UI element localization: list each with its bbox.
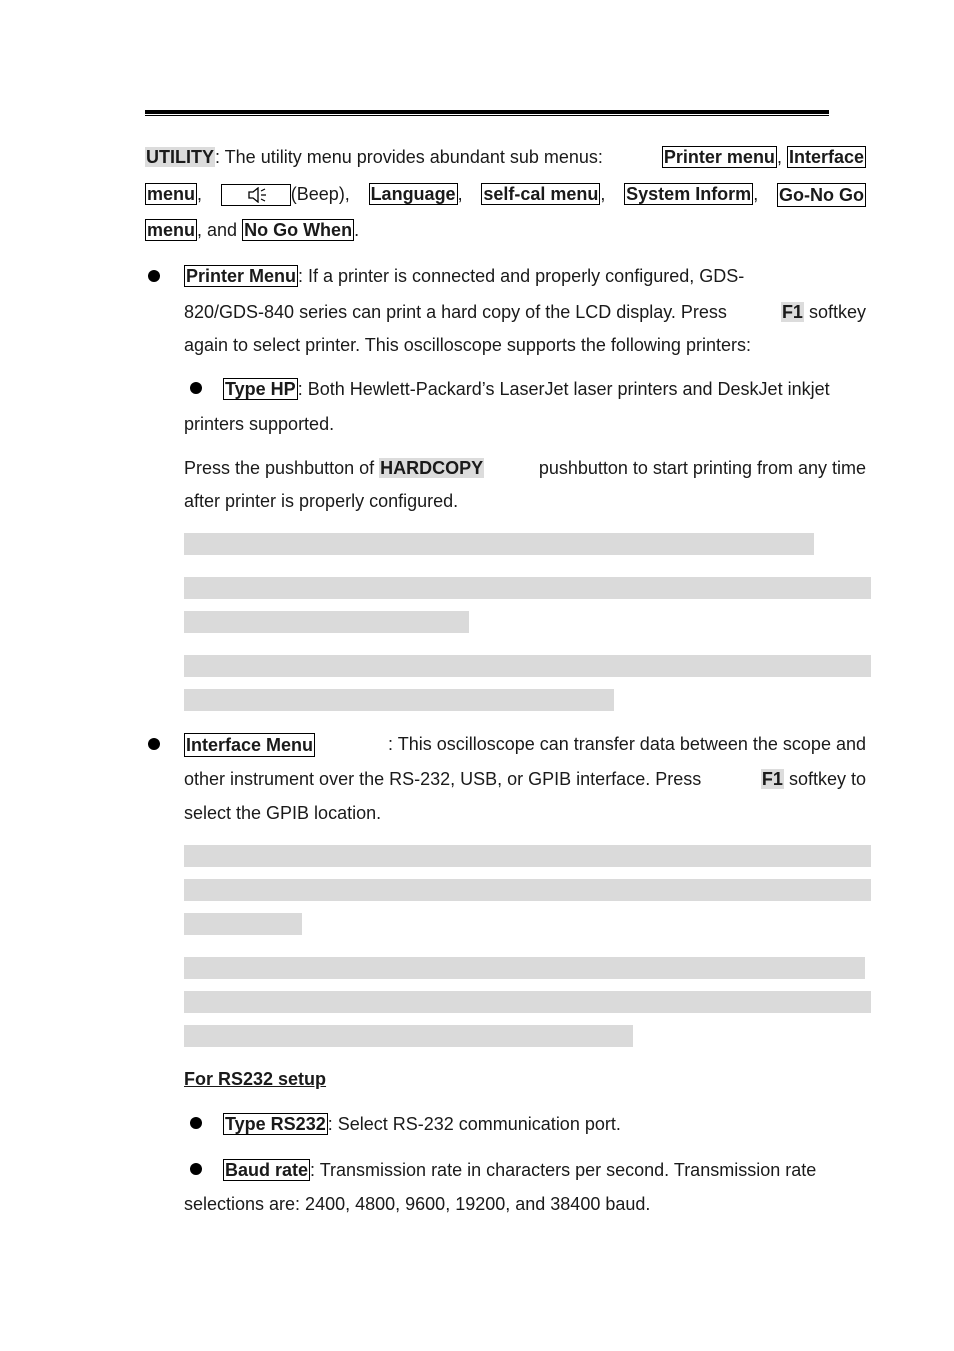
- baud-line-2: selections are: 2400, 4800, 9600, 19200, and 38400 baud.: [184, 1194, 651, 1214]
- bullet: [190, 1117, 202, 1129]
- f1-key: F1: [761, 769, 783, 789]
- type-hp-line: Type HP : Both Hewlett-Packard’s LaserJet laser printers and DeskJet inkjet: [225, 379, 830, 399]
- intro-line-1: UTILITY: The utility menu provides abundant sub menus: Printer menu , Interface: [146, 147, 864, 167]
- utility-keyword: UTILITY: [146, 147, 214, 167]
- interface-menu-key-cont: menu: [147, 184, 196, 204]
- bullet: [148, 270, 160, 282]
- redacted-block: [184, 957, 865, 979]
- printer-menu-label: Printer Menu: [186, 266, 297, 286]
- redacted-block: [184, 991, 871, 1013]
- gonogo-key-cont: menu: [147, 220, 196, 240]
- type-hp-line-2: printers supported.: [184, 414, 335, 434]
- type-hp-label: Type HP: [225, 379, 296, 399]
- interface-menu-label: Interface Menu: [186, 735, 314, 755]
- printer-menu-key: Printer menu: [663, 147, 775, 167]
- baud-line-1: Baud rate : Transmission rate in characters per second. Transmission rate: [225, 1160, 817, 1180]
- redacted-block: [184, 611, 469, 633]
- redacted-block: [184, 1025, 633, 1047]
- header-rule: [145, 110, 829, 116]
- interface-menu-key: Interface: [788, 147, 864, 167]
- hardcopy-line-1: Press the pushbutton of HARDCOPY pushbutton to start printing from any time: [184, 458, 866, 478]
- rs232-heading: For RS232 setup: [184, 1069, 327, 1089]
- intro-line-2: menu , (Beep), Language , self-cal menu , System Inform , Go-No Go: [147, 184, 864, 205]
- f1-key: F1: [781, 302, 803, 322]
- language-key: Language: [370, 184, 456, 204]
- redacted-block: [184, 577, 871, 599]
- selfcal-key: self-cal menu: [483, 184, 599, 204]
- system-inform-key: System Inform: [626, 184, 752, 204]
- interface-line-3: select the GPIB location.: [184, 803, 382, 823]
- interface-line-1: Interface Menu : This oscilloscope can transfer data between the scope and: [186, 734, 866, 755]
- printer-line-3: again to select printer. This oscilloscope supports the following printers:: [184, 335, 751, 355]
- beep-key: [221, 184, 291, 206]
- hardcopy-key: HARDCOPY: [380, 458, 484, 478]
- printer-line-1: Printer Menu : If a printer is connected and properly configured, GDS-: [186, 266, 745, 286]
- redacted-block: [184, 913, 302, 935]
- hardcopy-line-2: after printer is properly configured.: [184, 491, 459, 511]
- redacted-block: [184, 533, 814, 555]
- type-rs232-line: Type RS232 : Select RS-232 communication port.: [225, 1114, 621, 1134]
- redacted-block: [184, 689, 614, 711]
- redacted-block: [184, 879, 871, 901]
- redacted-block: [184, 845, 871, 867]
- speaker-icon: [246, 187, 268, 203]
- intro-line-3: menu , and No Go When .: [147, 220, 360, 240]
- bullet: [190, 1163, 202, 1175]
- bullet: [148, 738, 160, 750]
- redacted-block: [184, 655, 871, 677]
- baud-rate-label: Baud rate: [225, 1160, 309, 1180]
- interface-line-2: other instrument over the RS-232, USB, or GPIB interface. Press F1 softkey to: [184, 769, 866, 789]
- type-rs232-label: Type RS232: [225, 1114, 326, 1134]
- printer-line-2: 820/GDS-840 series can print a hard copy of the LCD display. Press F1 softkey: [184, 302, 866, 322]
- nogo-when-key: No Go When: [244, 220, 353, 240]
- gonogo-key: Go-No Go: [778, 185, 864, 205]
- bullet: [190, 382, 202, 394]
